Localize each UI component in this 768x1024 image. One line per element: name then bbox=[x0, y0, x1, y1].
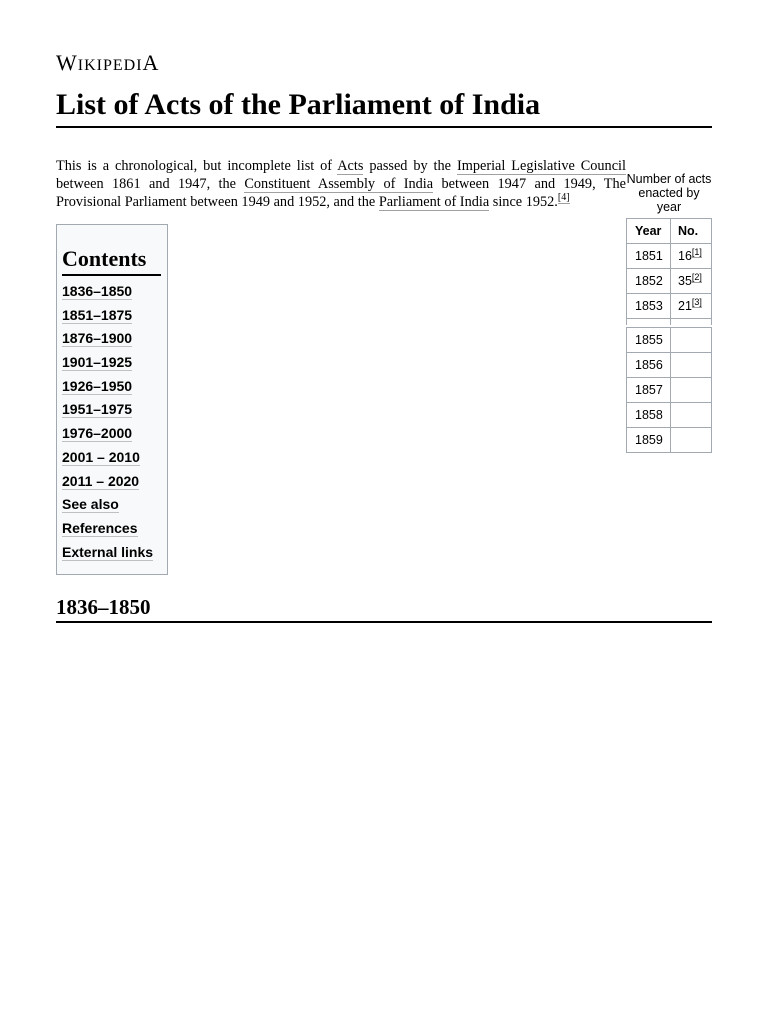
table-row bbox=[627, 294, 712, 319]
acts-by-year-table-continued bbox=[626, 327, 712, 453]
count-cell bbox=[671, 269, 712, 294]
count-reference bbox=[692, 247, 702, 258]
count-cell bbox=[671, 353, 712, 378]
year-cell: 1853 bbox=[627, 294, 671, 319]
count-reference bbox=[692, 297, 702, 308]
count-cell bbox=[671, 403, 712, 428]
link-imperial-legislative-council[interactable]: Imperial Legislative Council bbox=[456, 158, 626, 174]
table-row bbox=[627, 269, 712, 294]
toc-link-1976-2000[interactable]: 1976–2000 bbox=[62, 425, 133, 442]
wordmark-final: A bbox=[142, 50, 160, 75]
toc-item bbox=[62, 495, 167, 513]
link-constituent-assembly[interactable]: Constituent Assembly of India bbox=[244, 176, 434, 192]
reference-link[interactable]: [4] bbox=[557, 192, 570, 204]
toc-link-1951-1975[interactable]: 1951–1975 bbox=[62, 401, 133, 418]
wikipedia-wordmark[interactable] bbox=[56, 50, 159, 76]
year-cell: 1857 bbox=[627, 378, 671, 403]
toc-item bbox=[62, 353, 167, 371]
count-value: 16 bbox=[678, 249, 692, 263]
intro-paragraph bbox=[56, 157, 626, 211]
acts-by-year-table bbox=[626, 218, 712, 325]
toc-item bbox=[62, 400, 167, 418]
acts-table-caption: Number of acts enacted by year bbox=[626, 172, 712, 214]
table-row bbox=[627, 353, 712, 378]
acts-by-year-box bbox=[626, 172, 712, 453]
count-value: 35 bbox=[678, 274, 692, 288]
toc-title: Contents bbox=[62, 245, 161, 276]
table-row bbox=[627, 403, 712, 428]
toc-link-see-also[interactable]: See also bbox=[62, 496, 119, 513]
toc-item bbox=[62, 306, 167, 324]
count-cell bbox=[671, 378, 712, 403]
year-cell: 1858 bbox=[627, 403, 671, 428]
count-cell bbox=[671, 294, 712, 319]
count-cell bbox=[671, 328, 712, 353]
toc-item bbox=[62, 377, 167, 395]
year-cell: 1855 bbox=[627, 328, 671, 353]
table-row bbox=[627, 244, 712, 269]
wordmark-middle: IKIPEDI bbox=[77, 57, 143, 74]
intro-text-4: between 1947 and 1949, The Provisional Parliament between 1949 and 1952, and the bbox=[56, 176, 627, 210]
gap-cell bbox=[627, 319, 671, 326]
toc-link-2001-2010[interactable]: 2001 – 2010 bbox=[62, 448, 140, 465]
toc-link-2011-2020[interactable]: 2011 – 2020 bbox=[62, 472, 140, 489]
toc-item bbox=[62, 329, 167, 347]
table-header-row bbox=[627, 219, 712, 244]
table-row bbox=[627, 428, 712, 453]
reference-link[interactable]: [3] bbox=[691, 296, 702, 307]
toc-item bbox=[62, 519, 167, 537]
intro-text-2: passed by the bbox=[363, 158, 457, 174]
number-column-header: No. bbox=[671, 219, 712, 244]
table-row bbox=[627, 378, 712, 403]
toc-item bbox=[62, 282, 167, 300]
toc-item bbox=[62, 448, 167, 466]
toc-link-1926-1950[interactable]: 1926–1950 bbox=[62, 377, 133, 394]
toc-link-references[interactable]: References bbox=[62, 519, 138, 536]
toc-link-1851-1875[interactable]: 1851–1875 bbox=[62, 306, 133, 323]
toc-item bbox=[62, 543, 167, 561]
count-cell bbox=[671, 244, 712, 269]
toc-link-1876-1900[interactable]: 1876–1900 bbox=[62, 330, 133, 347]
reference-link[interactable]: [2] bbox=[691, 271, 702, 282]
intro-text-3: between 1861 and 1947, the bbox=[56, 176, 245, 192]
link-acts[interactable]: Acts bbox=[337, 158, 364, 174]
count-value: 21 bbox=[678, 299, 692, 313]
intro-text-5: since 1952. bbox=[489, 194, 558, 210]
toc-item bbox=[62, 472, 167, 490]
count-cell bbox=[671, 428, 712, 453]
table-gap-row bbox=[627, 319, 712, 326]
toc-list bbox=[62, 282, 167, 561]
page-title: List of Acts of the Parliament of India bbox=[56, 86, 712, 128]
year-column-header: Year bbox=[627, 219, 671, 244]
toc-item bbox=[62, 424, 167, 442]
year-cell: 1852 bbox=[627, 269, 671, 294]
year-cell: 1856 bbox=[627, 353, 671, 378]
year-cell: 1859 bbox=[627, 428, 671, 453]
toc-link-1836-1850[interactable]: 1836–1850 bbox=[62, 283, 133, 299]
link-parliament-of-india[interactable]: Parliament of India bbox=[378, 194, 490, 210]
table-of-contents bbox=[56, 224, 168, 575]
intro-reference bbox=[558, 192, 570, 204]
gap-cell bbox=[671, 319, 712, 326]
year-cell: 1851 bbox=[627, 244, 671, 269]
table-row bbox=[627, 328, 712, 353]
wordmark-initial: W bbox=[56, 50, 78, 75]
count-reference bbox=[692, 272, 702, 283]
toc-link-1901-1925[interactable]: 1901–1925 bbox=[62, 354, 133, 371]
toc-link-external-links[interactable]: External links bbox=[62, 543, 154, 560]
intro-text-1: This is a chronological, but incomplete list of bbox=[56, 158, 338, 174]
reference-link[interactable]: [1] bbox=[691, 246, 702, 257]
section-heading-1836-1850: 1836–1850 bbox=[56, 594, 712, 623]
